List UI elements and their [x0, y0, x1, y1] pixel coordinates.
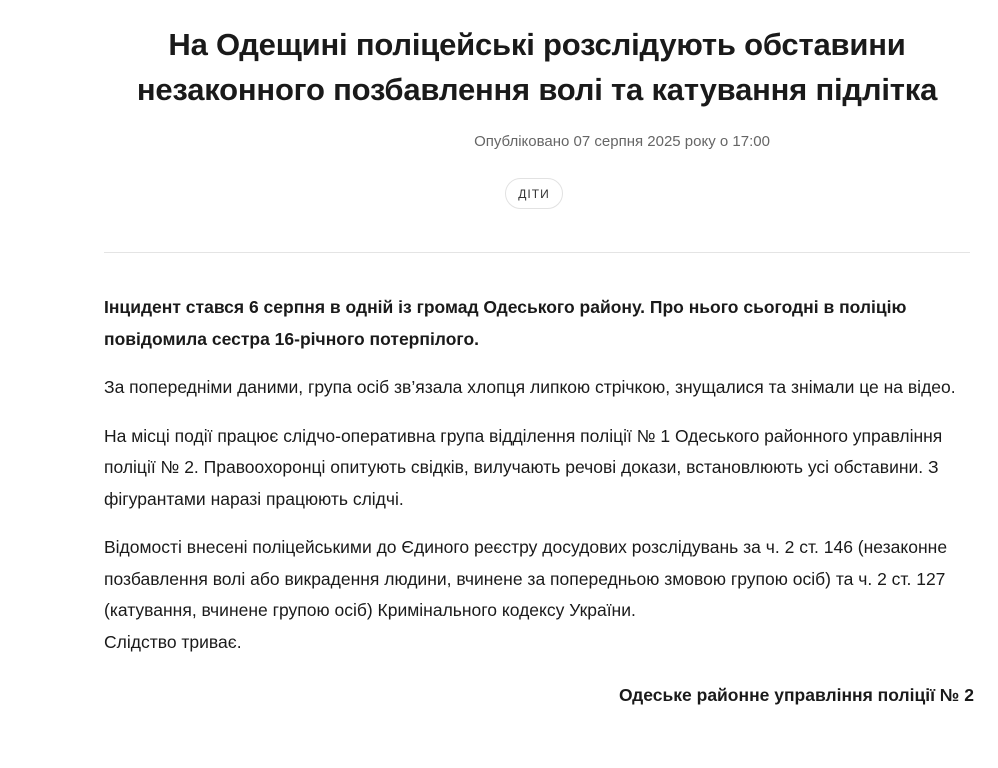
paragraph: За попередніми даними, група осіб зв’язала хлопця липкою стрічкою, знущалися та знімали це на відео.	[104, 377, 956, 397]
paragraph: На місці події працює слідчо-оперативна група відділення поліції № 1 Одеського районного управління поліції № 2. Правоохоронці опитують свідків, вилучають речові докази, встановлюють усі обставини. З фігурантами наразі працюють слідчі.	[104, 425, 943, 509]
lead-paragraph: Інцидент стався 6 серпня в одній із громад Одеського району. Про нього сьогодні в поліцію повідомила сестра 16-річного потерпілого.	[104, 297, 907, 349]
article-signature: Одеське районне управління поліції № 2	[619, 685, 974, 705]
paragraph: Слідство триває.	[104, 631, 242, 652]
article-title: На Одещині поліцейські розслідують обставини незаконного позбавлення волі та катування підлітка	[136, 27, 938, 107]
paragraph: Відомості внесені поліцейськими до Єдиного реєстру досудових розслідувань за ч. 2 ст. 146 (незаконне позбавлення волі або викрадення людини, вчинене за попередньою змовою групою осіб) та ч. 2 ст. 127 (катування, вчинене групою осіб) Кримінального кодексу України.	[104, 537, 948, 620]
article-body	[104, 292, 974, 712]
divider	[104, 252, 970, 253]
publish-date: Опубліковано 07 серпня 2025 року о 17:00	[474, 133, 770, 150]
tag-children[interactable]: ДІТИ	[505, 178, 563, 209]
